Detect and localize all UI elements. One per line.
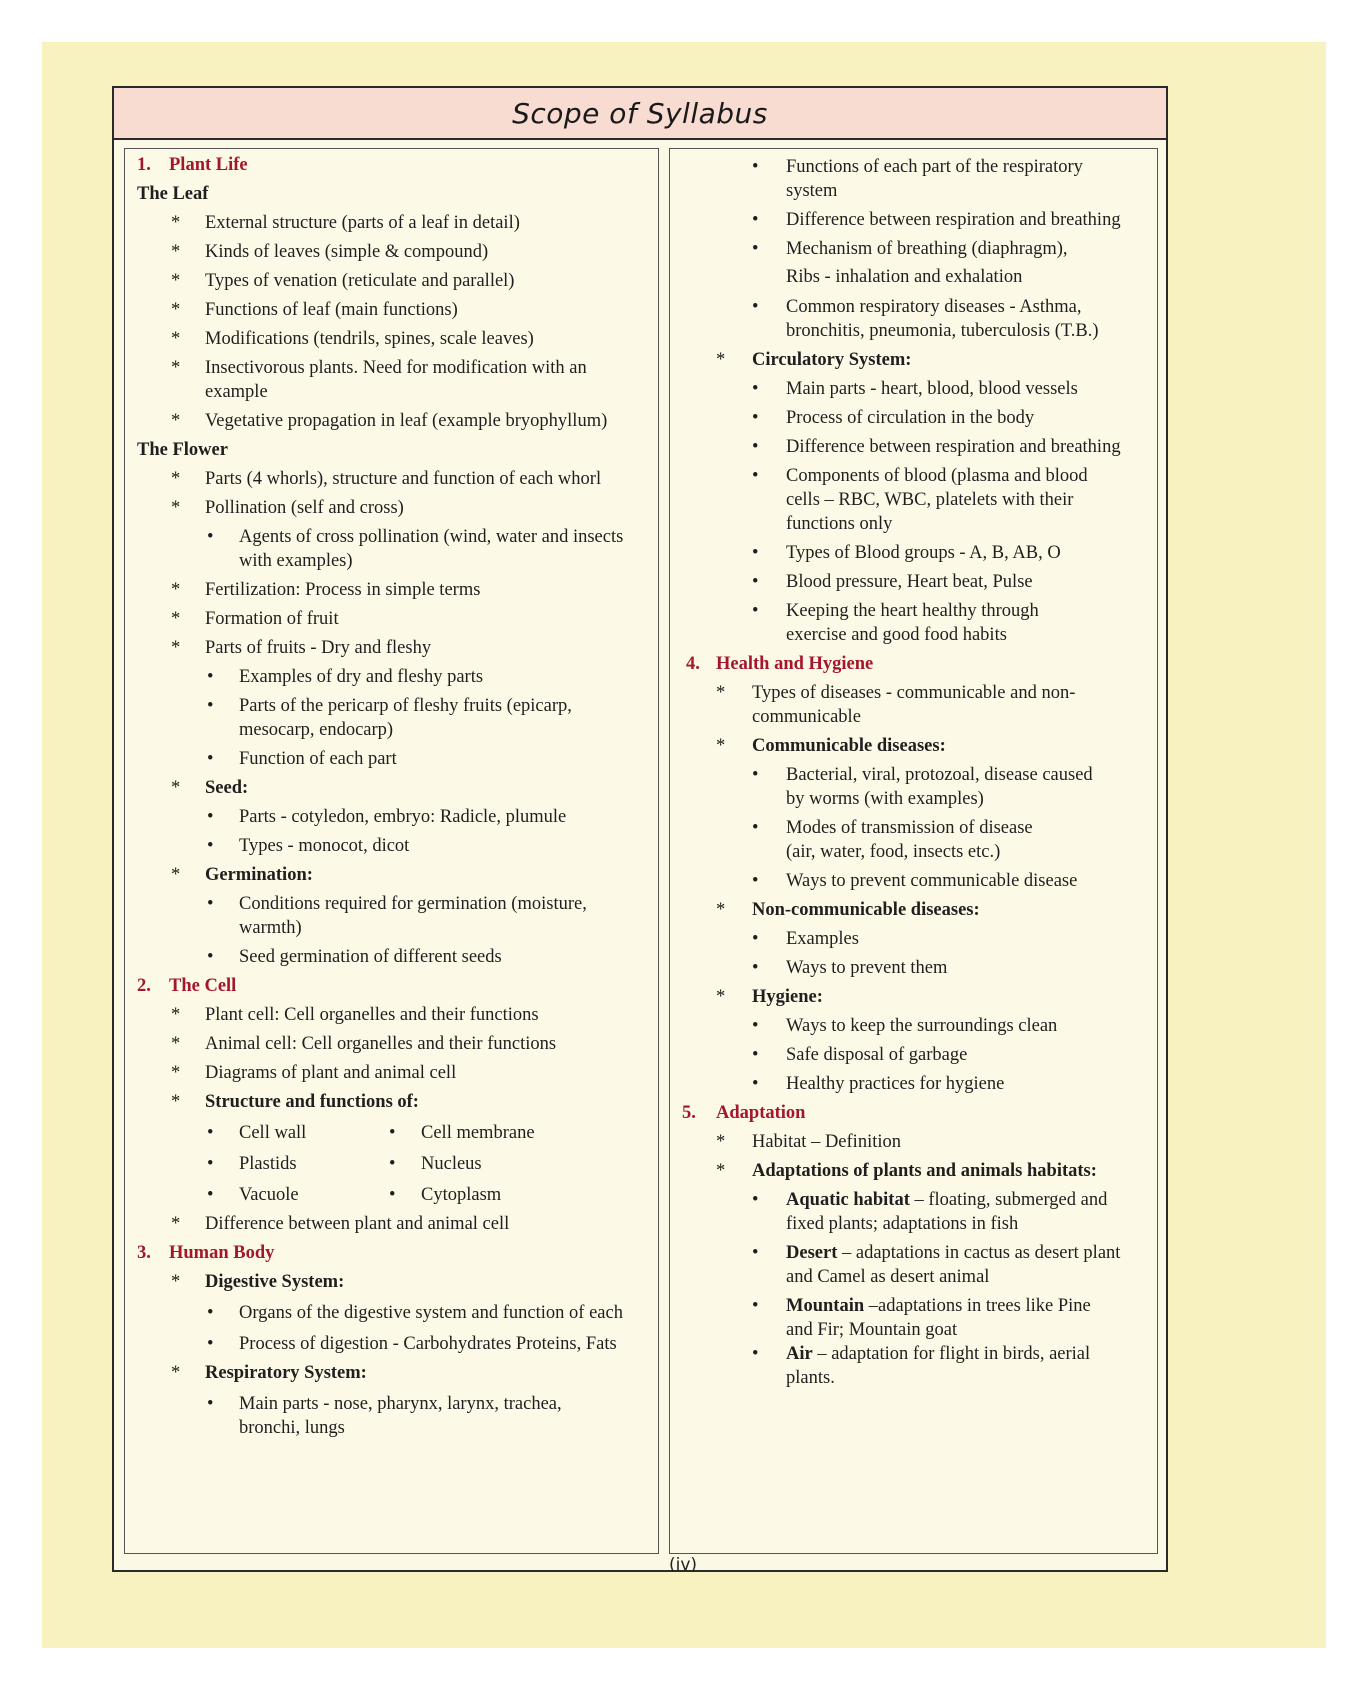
- bullet-marker: •: [752, 157, 759, 177]
- list-item-heading: Non-communicable diseases:: [752, 900, 980, 920]
- list-subitem: Keeping the heart healthy through: [786, 601, 1039, 621]
- term-desc: – adaptations in cactus as desert plant: [837, 1243, 1121, 1263]
- list-subitem: Ways to prevent communicable disease: [786, 871, 1078, 891]
- list-subitem: Safe disposal of garbage: [786, 1045, 968, 1065]
- asterisk-marker: *: [171, 358, 181, 378]
- asterisk-marker: *: [171, 1363, 181, 1383]
- term-bold: Aquatic habitat: [786, 1190, 910, 1210]
- list-subitem: Healthy practices for hygiene: [786, 1074, 1005, 1094]
- bullet-marker: •: [207, 894, 214, 914]
- term-desc: – adaptation for flight in birds, aerial: [812, 1344, 1091, 1364]
- list-subitem: Types - monocot, dicot: [239, 836, 410, 856]
- page-title: Scope of Syllabus: [512, 96, 768, 130]
- bullet-marker: •: [752, 1243, 759, 1263]
- list-item-heading: Germination:: [205, 865, 313, 885]
- bullet-marker: •: [752, 929, 759, 949]
- list-item-continuation: and Camel as desert animal: [786, 1267, 990, 1287]
- asterisk-marker: *: [716, 350, 726, 370]
- bullet-marker: •: [752, 601, 759, 621]
- bullet-marker: •: [207, 807, 214, 827]
- asterisk-marker: *: [171, 271, 181, 291]
- bullet-marker: •: [752, 437, 759, 457]
- list-item-heading: Seed:: [205, 778, 249, 798]
- bullet-marker: •: [752, 818, 759, 838]
- asterisk-marker: *: [171, 609, 181, 629]
- bullet-marker: •: [207, 696, 214, 716]
- list-subitem: [786, 1241, 1120, 1265]
- bullet-marker: •: [389, 1154, 396, 1174]
- asterisk-marker: *: [171, 778, 181, 798]
- left-column: [124, 148, 659, 1554]
- list-subitem: Difference between respiration and breathing: [786, 210, 1121, 230]
- bullet-marker: •: [207, 1185, 214, 1205]
- list-subitem: Bacterial, viral, protozoal, disease caused: [786, 765, 1093, 785]
- list-item: Formation of fruit: [205, 609, 339, 629]
- list-item-heading: Hygiene:: [752, 987, 823, 1007]
- bullet-marker: •: [207, 1303, 214, 1323]
- list-item: Pollination (self and cross): [205, 498, 404, 518]
- bullet-marker: •: [207, 1154, 214, 1174]
- asterisk-marker: *: [171, 638, 181, 658]
- bullet-marker: •: [752, 1074, 759, 1094]
- list-subitem: Conditions required for germination (moisture,: [239, 894, 587, 914]
- list-subitem: Organs of the digestive system and function of each: [239, 1303, 623, 1323]
- list-item-continuation: plants.: [786, 1368, 835, 1388]
- grid-item: Cytoplasm: [421, 1185, 502, 1205]
- list-item: Fertilization: Process in simple terms: [205, 580, 481, 600]
- list-item: Animal cell: Cell organelles and their functions: [205, 1034, 557, 1054]
- bullet-marker: •: [752, 297, 759, 317]
- list-subitem: Main parts - heart, blood, blood vessels: [786, 379, 1078, 399]
- list-item: Habitat – Definition: [752, 1132, 901, 1152]
- grid-item: Vacuole: [239, 1185, 299, 1205]
- list-subitem: [786, 1188, 1107, 1212]
- list-item-continuation: (air, water, food, insects etc.): [786, 842, 1001, 862]
- asterisk-marker: *: [716, 987, 726, 1007]
- page-number: (iv): [668, 1555, 698, 1575]
- list-item-continuation: Ribs - inhalation and exhalation: [786, 267, 1023, 287]
- asterisk-marker: *: [171, 469, 181, 489]
- list-subitem: Components of blood (plasma and blood: [786, 466, 1088, 486]
- list-subitem: Function of each part: [239, 749, 397, 769]
- asterisk-marker: *: [716, 1161, 726, 1181]
- bullet-marker: •: [752, 543, 759, 563]
- bullet-marker: •: [207, 1334, 214, 1354]
- list-item-continuation: with examples): [239, 551, 353, 571]
- bullet-marker: •: [389, 1123, 396, 1143]
- bullet-marker: •: [752, 379, 759, 399]
- list-subitem: Types of Blood groups - A, B, AB, O: [786, 543, 1061, 563]
- asterisk-marker: *: [171, 300, 181, 320]
- section-heading: The Cell: [169, 976, 237, 996]
- grid-item: Cell membrane: [421, 1123, 535, 1143]
- asterisk-marker: *: [716, 900, 726, 920]
- grid-item: Plastids: [239, 1154, 297, 1174]
- subsection-heading: The Leaf: [137, 184, 209, 204]
- term-bold: Air: [786, 1344, 813, 1364]
- list-item-heading: Circulatory System:: [752, 350, 912, 370]
- list-item: Functions of leaf (main functions): [205, 300, 458, 320]
- asterisk-marker: *: [171, 329, 181, 349]
- list-item-continuation: by worms (with examples): [786, 789, 984, 809]
- bullet-marker: •: [752, 765, 759, 785]
- list-subitem: Process of circulation in the body: [786, 408, 1035, 428]
- asterisk-marker: *: [171, 1005, 181, 1025]
- list-subitem: Mechanism of breathing (diaphragm),: [786, 239, 1068, 259]
- bullet-marker: •: [752, 466, 759, 486]
- list-item-heading: Adaptations of plants and animals habitats:: [752, 1161, 1097, 1181]
- list-item-heading: Communicable diseases:: [752, 736, 946, 756]
- bullet-marker: •: [207, 836, 214, 856]
- subsection-heading: The Flower: [137, 440, 228, 460]
- term-desc: –adaptations in trees like Pine: [864, 1296, 1091, 1316]
- asterisk-marker: *: [171, 865, 181, 885]
- asterisk-marker: *: [171, 498, 181, 518]
- list-subitem: Ways to prevent them: [786, 958, 948, 978]
- section-heading: Health and Hygiene: [716, 654, 874, 674]
- section-number: 4.: [686, 654, 700, 674]
- list-subitem: Examples of dry and fleshy parts: [239, 667, 484, 687]
- list-subitem: Ways to keep the surroundings clean: [786, 1016, 1058, 1036]
- asterisk-marker: *: [171, 242, 181, 262]
- list-item-continuation: warmth): [239, 918, 302, 938]
- grid-item: Nucleus: [421, 1154, 482, 1174]
- section-heading: Human Body: [169, 1243, 275, 1263]
- asterisk-marker: *: [171, 1034, 181, 1054]
- list-item: Parts (4 whorls), structure and function of each whorl: [205, 469, 602, 489]
- list-item-continuation: example: [205, 382, 268, 402]
- asterisk-marker: *: [716, 683, 726, 703]
- term-desc: – floating, submerged and: [909, 1190, 1108, 1210]
- bullet-marker: •: [207, 947, 214, 967]
- list-item-heading: Respiratory System:: [205, 1363, 367, 1383]
- list-subitem: Difference between respiration and breathing: [786, 437, 1121, 457]
- bullet-marker: •: [752, 1296, 759, 1316]
- asterisk-marker: *: [171, 1092, 181, 1112]
- bullet-marker: •: [752, 958, 759, 978]
- list-item-continuation: exercise and good food habits: [786, 625, 1007, 645]
- list-item-continuation: system: [786, 181, 838, 201]
- list-subitem: Process of digestion - Carbohydrates Proteins, Fats: [239, 1334, 617, 1354]
- list-item-heading: Digestive System:: [205, 1272, 345, 1292]
- list-item: Plant cell: Cell organelles and their functions: [205, 1005, 539, 1025]
- list-subitem: Functions of each part of the respiratory: [786, 157, 1083, 177]
- list-item-heading: Structure and functions of:: [205, 1092, 419, 1112]
- list-subitem: Main parts - nose, pharynx, larynx, trachea,: [239, 1394, 562, 1414]
- list-item-continuation: mesocarp, endocarp): [239, 720, 394, 740]
- asterisk-marker: *: [171, 411, 181, 431]
- title-bar: [114, 88, 1166, 140]
- list-item-continuation: bronchitis, pneumonia, tuberculosis (T.B.): [786, 321, 1099, 341]
- bullet-marker: •: [752, 572, 759, 592]
- asterisk-marker: *: [171, 213, 181, 233]
- section-heading: Plant Life: [169, 155, 248, 175]
- list-subitem: Modes of transmission of disease: [786, 818, 1033, 838]
- list-item-continuation: bronchi, lungs: [239, 1418, 345, 1438]
- list-subitem: Common respiratory diseases - Asthma,: [786, 297, 1082, 317]
- term-bold: Desert: [786, 1243, 838, 1263]
- list-item: Kinds of leaves (simple & compound): [205, 242, 489, 262]
- bullet-marker: •: [752, 1045, 759, 1065]
- asterisk-marker: *: [716, 736, 726, 756]
- list-item-continuation: cells – RBC, WBC, platelets with their: [786, 490, 1074, 510]
- list-item: Difference between plant and animal cell: [205, 1214, 510, 1234]
- list-item-continuation: functions only: [786, 514, 893, 534]
- list-item: Parts of fruits - Dry and fleshy: [205, 638, 432, 658]
- section-number: 5.: [682, 1103, 696, 1123]
- asterisk-marker: *: [171, 1272, 181, 1292]
- asterisk-marker: *: [171, 1214, 181, 1234]
- bullet-marker: •: [207, 1394, 214, 1414]
- list-subitem: Blood pressure, Heart beat, Pulse: [786, 572, 1033, 592]
- bullet-marker: •: [207, 667, 214, 687]
- list-item: External structure (parts of a leaf in detail): [205, 213, 520, 233]
- term-bold: Mountain: [786, 1296, 865, 1316]
- asterisk-marker: *: [716, 1132, 726, 1152]
- asterisk-marker: *: [171, 1063, 181, 1083]
- section-number: 2.: [137, 976, 151, 996]
- bullet-marker: •: [752, 871, 759, 891]
- list-item: Types of diseases - communicable and non-: [752, 683, 1076, 703]
- right-column: [669, 148, 1158, 1554]
- list-item-continuation: fixed plants; adaptations in fish: [786, 1214, 1019, 1234]
- list-item: Types of venation (reticulate and parallel): [205, 271, 515, 291]
- bullet-marker: •: [207, 527, 214, 547]
- list-subitem: [786, 1342, 1090, 1366]
- bullet-marker: •: [207, 1123, 214, 1143]
- list-subitem: Examples: [786, 929, 859, 949]
- bullet-marker: •: [752, 1344, 759, 1364]
- bullet-marker: •: [752, 408, 759, 428]
- list-item-continuation: and Fir; Mountain goat: [786, 1320, 958, 1340]
- section-heading: Adaptation: [716, 1103, 806, 1123]
- list-subitem: Seed germination of different seeds: [239, 947, 502, 967]
- bullet-marker: •: [389, 1185, 396, 1205]
- asterisk-marker: *: [171, 580, 181, 600]
- list-subitem: Parts - cotyledon, embryo: Radicle, plumule: [239, 807, 567, 827]
- section-number: 1.: [137, 155, 151, 175]
- bullet-marker: •: [752, 210, 759, 230]
- grid-item: Cell wall: [239, 1123, 307, 1143]
- list-item: Vegetative propagation in leaf (example bryophyllum): [205, 411, 608, 431]
- bullet-marker: •: [752, 1190, 759, 1210]
- list-item: Diagrams of plant and animal cell: [205, 1063, 457, 1083]
- list-subitem: [786, 1294, 1091, 1318]
- section-number: 3.: [137, 1243, 151, 1263]
- list-item: Modifications (tendrils, spines, scale leaves): [205, 329, 534, 349]
- bullet-marker: •: [752, 1016, 759, 1036]
- bullet-marker: •: [752, 239, 759, 259]
- list-subitem: Parts of the pericarp of fleshy fruits (epicarp,: [239, 696, 572, 716]
- list-subitem: Agents of cross pollination (wind, water and insects: [239, 527, 624, 547]
- list-item: Insectivorous plants. Need for modification with an: [205, 358, 587, 378]
- bullet-marker: •: [207, 749, 214, 769]
- syllabus-box: [112, 86, 1168, 1572]
- list-item-continuation: communicable: [752, 707, 861, 727]
